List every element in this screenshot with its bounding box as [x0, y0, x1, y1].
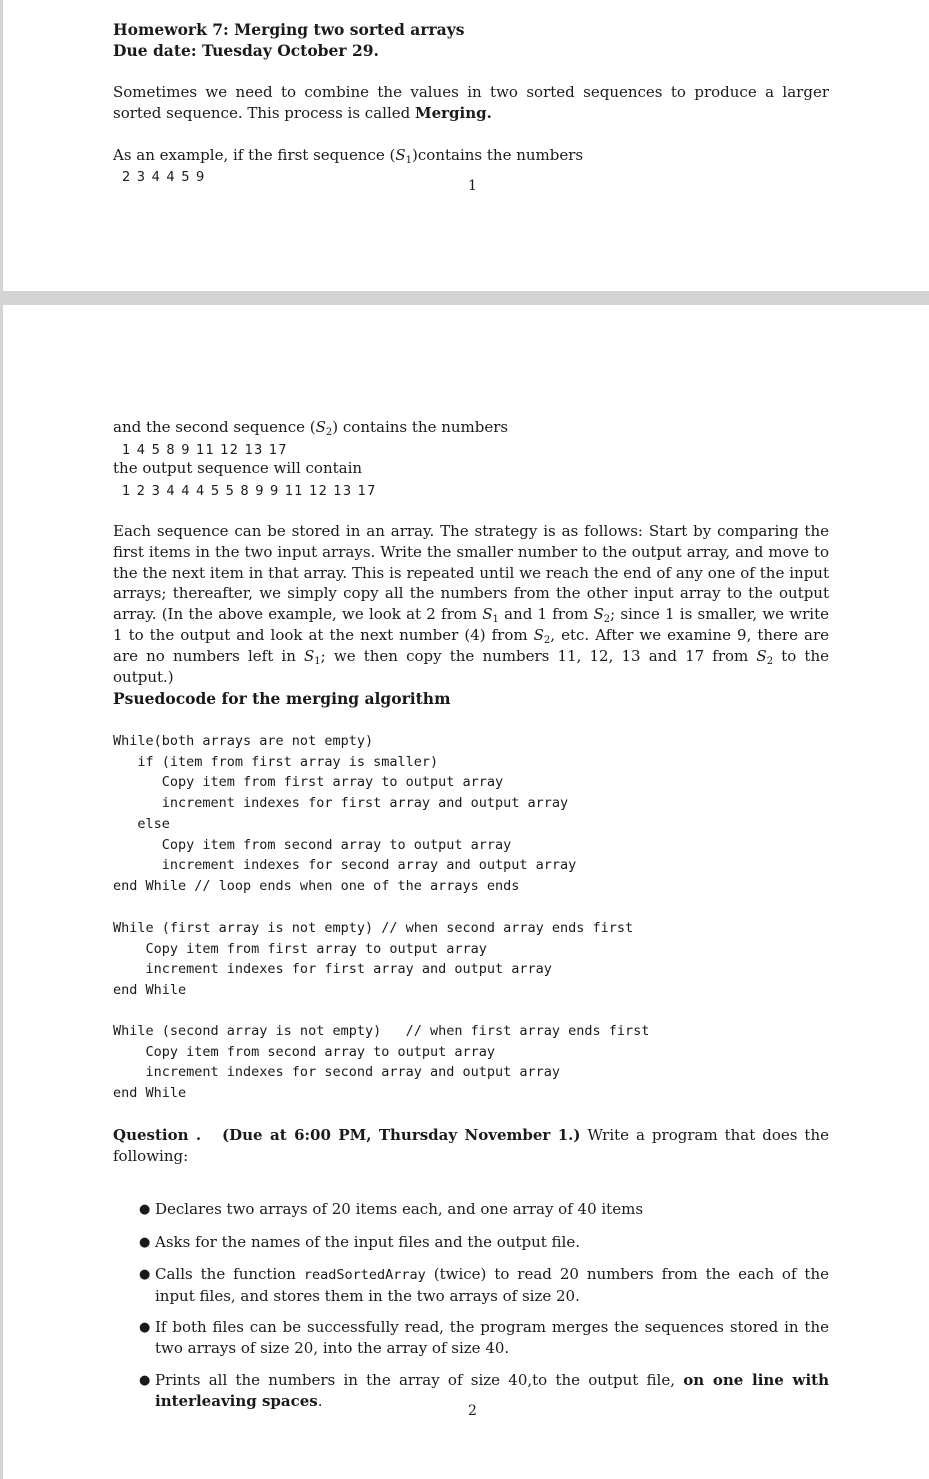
- code-line: While (first array is not empty) // when second array ends first: [113, 920, 634, 936]
- code-line: While(both arrays are not empty): [113, 733, 374, 749]
- bullet-icon: ●: [139, 1202, 151, 1217]
- code-line: end While: [113, 982, 187, 999]
- code-line: end While: [113, 1085, 187, 1102]
- code-line: Copy item from first array to output array: [113, 774, 504, 791]
- code-line: end While // loop ends when one of the arrays ends: [113, 877, 520, 894]
- code-line: else: [113, 815, 170, 832]
- bullet-icon: ●: [139, 1320, 151, 1335]
- bullet-icon: ●: [139, 1267, 151, 1282]
- code-line: Copy item from second array to output array: [113, 1043, 496, 1060]
- page-2: [3, 305, 929, 1479]
- code-line: increment indexes for first array and output array: [113, 961, 552, 978]
- bullet-icon: ●: [139, 1235, 151, 1250]
- question-paragraph: Question . (Due at 6:00 PM, Thursday November 1.) Write a program that does the following:: [113, 1126, 829, 1165]
- due-date: Due date: Tuesday October 29.: [113, 41, 379, 60]
- intro-paragraph: Sometimes we need to combine the values in two sorted sequences to produce a larger sorted sequence. This process is called Merging.: [113, 83, 829, 122]
- page-1: [3, 0, 929, 291]
- bullet-item-read-sorted: Calls the function readSortedArray (twice) to read 20 numbers from the each of the input files, and stores them in the two arrays of size 20.: [155, 1265, 829, 1305]
- second-sequence-sentence: and the second sequence $(S_2)$ contains the numbers: [113, 418, 509, 438]
- strategy-paragraph: Each sequence can be stored in an array. The strategy is as follows: Start by comparing the first items in the two input arrays. Write the smaller number to the output array, and move to the the next item in that array. This is repeated until we reach the end of any one of the input arrays; thereafter, we simply copy all the numbers from the other input array to the output array. (In the above example, we look at 2 from $S_1$ and 1 from $S_2$; since 1 is smaller, we write 1 to the output and look at the next number (4) from $S_2$, etc. After we examine 9, there are are no numbers left in $S_1$; we then copy the numbers 11, 12, 13 and 17 from $S_2$ to the output.): [113, 522, 829, 686]
- code-block-second-remaining: [113, 1021, 649, 1104]
- code-line: increment indexes for second array and output array: [113, 1064, 561, 1081]
- output-label: the output sequence will contain: [113, 459, 363, 477]
- bullet-item-print: Prints all the numbers in the array of size 40,to the output file, on one line with interleaving spaces.: [155, 1371, 829, 1410]
- code-line: While (second array is not empty) // when first array ends first: [113, 1023, 650, 1039]
- output-numbers: 1 2 3 4 4 4 5 5 8 9 9 11 12 13 17: [122, 484, 377, 499]
- s2-numbers: 1 4 5 8 9 11 12 13 17: [122, 443, 288, 458]
- page-number-2: 2: [468, 1403, 477, 1419]
- page-number-1: 1: [468, 178, 477, 194]
- question-due: (Due at 6:00 PM, Thursday November 1.): [222, 1126, 581, 1144]
- code-line: Copy item from second array to output array: [113, 836, 512, 853]
- homework-title: Homework 7: Merging two sorted arrays: [113, 20, 465, 39]
- s1-numbers: 2 3 4 4 5 9: [122, 170, 206, 185]
- bullet-icon: ●: [139, 1373, 151, 1388]
- bullet-item-merge: If both files can be successfully read, the program merges the sequences stored in the two arrays of size 20, into the array of size 40.: [155, 1318, 829, 1357]
- pseudocode-heading: Psuedocode for the merging algorithm: [113, 689, 451, 708]
- code-line: Copy item from first array to output array: [113, 940, 487, 957]
- code-block-merge-loop: [113, 731, 576, 897]
- code-line: increment indexes for first array and output array: [113, 795, 569, 812]
- question-label: Question .: [113, 1126, 202, 1144]
- bullet-item-ask-files: Asks for the names of the input files and the output file.: [155, 1233, 580, 1251]
- code-line: if (item from first array is smaller): [113, 753, 439, 770]
- code-block-first-remaining: [113, 918, 633, 1001]
- example-sentence: As an example, if the first sequence $(S_1)contains$ the numbers: [113, 146, 584, 166]
- code-line: increment indexes for second array and output array: [113, 857, 577, 874]
- bullet-item-declare: Declares two arrays of 20 items each, and one array of 40 items: [155, 1200, 644, 1218]
